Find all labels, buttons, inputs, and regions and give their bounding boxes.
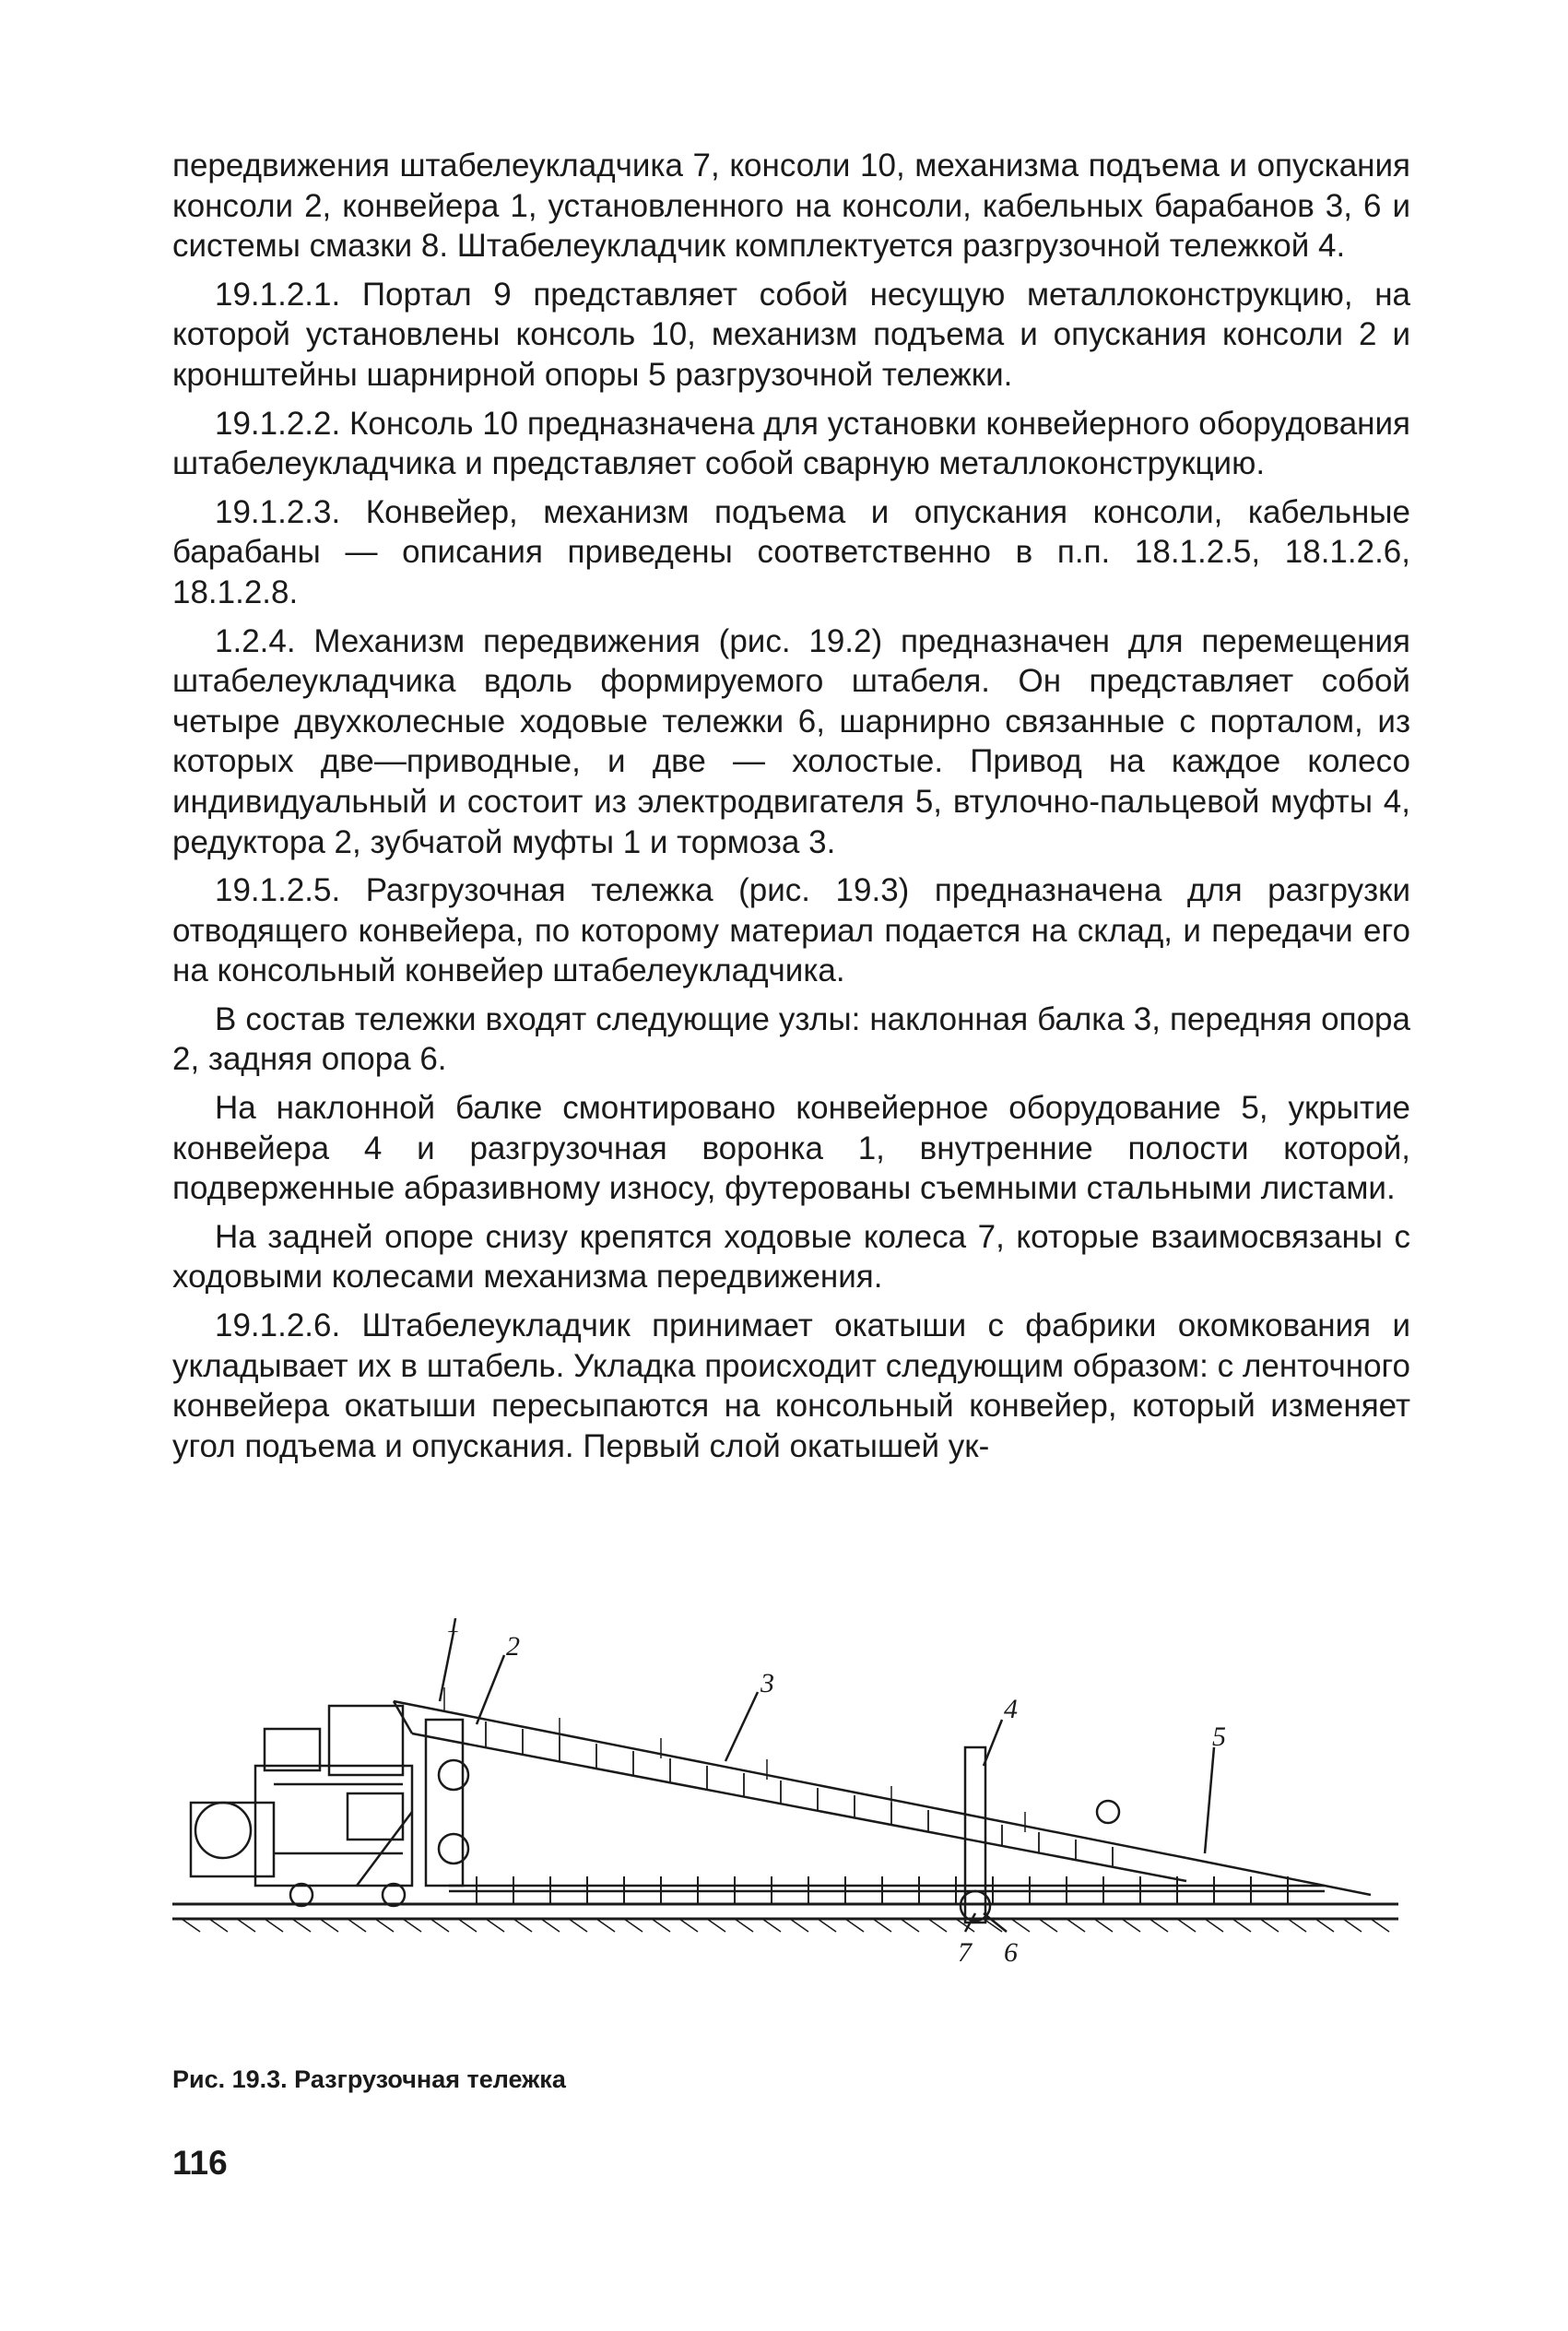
paragraph: передвижения штабелеукладчика 7, консоли 10, механизма подъема и опускания консоли 2, конвейера 1, установленного на консоли, кабельных барабанов 3, 6 и системы смазки 8. Штабелеукладчик комплектуется разгрузочной тележкой 4.	[172, 148, 1410, 265]
paragraph: 1.2.4. Механизм передвижения (рис. 19.2) предназначен для перемещения штабелеукладчика вдоль формируемого штабеля. Он представляет собой четыре двухколесные ходовые тележки 6, шарнирно связанные с порталом, из которых две—приводные, и две — холостые. Привод на каждое колесо индивидуальный и состоит из электродвигателя 5, втулочно-пальцевой муфты 4, редуктора 2, зубчатой муфты 1 и тормоза 3.	[172, 622, 1410, 860]
figure-caption: Рис. 19.3. Разгрузочная тележка	[172, 2065, 566, 2093]
figure-label: 1	[447, 1618, 461, 1639]
trolley-drawing	[172, 1618, 1398, 1969]
figure-label: 4	[1004, 1694, 1018, 1724]
figure-label: 3	[760, 1668, 774, 1698]
paragraph: 19.1.2.2. Консоль 10 предназначена для установки конвейерного оборудования штабелеукладчика и представляет собой сварную металлоконструкцию.	[172, 405, 1410, 482]
paragraph: На задней опоре снизу крепятся ходовые колеса 7, которые взаимосвязаны с ходовыми колесами механизма передвижения.	[172, 1218, 1410, 1296]
figure-label: 7	[958, 1937, 972, 1968]
body-text	[172, 146, 1410, 1474]
paragraph: 19.1.2.3. Конвейер, механизм подъема и опускания консоли, кабельные барабаны — описания приведены соответственно в п.п. 18.1.2.5, 18.1.2.6, 18.1.2.8.	[172, 493, 1410, 610]
paragraph: В состав тележки входят следующие узлы: наклонная балка 3, передняя опора 2, задняя опора 6.	[172, 1000, 1410, 1078]
figure-label: 6	[1004, 1937, 1018, 1968]
figure-label: 5	[1212, 1722, 1226, 1752]
figure-label: 2	[506, 1631, 520, 1662]
page-number: 116	[172, 2144, 228, 2182]
figure-unloading-trolley	[172, 1618, 1398, 1969]
paragraph: 19.1.2.1. Портал 9 представляет собой несущую металлоконструкцию, на которой установлены консоль 10, механизм подъема и опускания консоли 2 и кронштейны шарнирной опоры 5 разгрузочной тележки.	[172, 276, 1410, 393]
paragraph: На наклонной балке смонтировано конвейерное оборудование 5, укрытие конвейера 4 и разгрузочная воронка 1, внутренние полости которой, подверженные абразивному износу, футерованы съемными стальными листами.	[172, 1090, 1410, 1207]
paragraph: 19.1.2.5. Разгрузочная тележка (рис. 19.3) предназначена для разгрузки отводящего конвейера, по которому материал подается на склад, и передачи его на консольный конвейер штабелеукладчика.	[172, 872, 1410, 989]
paragraph: 19.1.2.6. Штабелеукладчик принимает окатыши с фабрики окомкования и укладывает их в штабель. Укладка происходит следующим образом: с ленточного конвейера окатыши пересыпаются на консольный конвейер, который изменяет угол подъема и опускания. Первый слой окатышей ук-	[172, 1307, 1410, 1464]
